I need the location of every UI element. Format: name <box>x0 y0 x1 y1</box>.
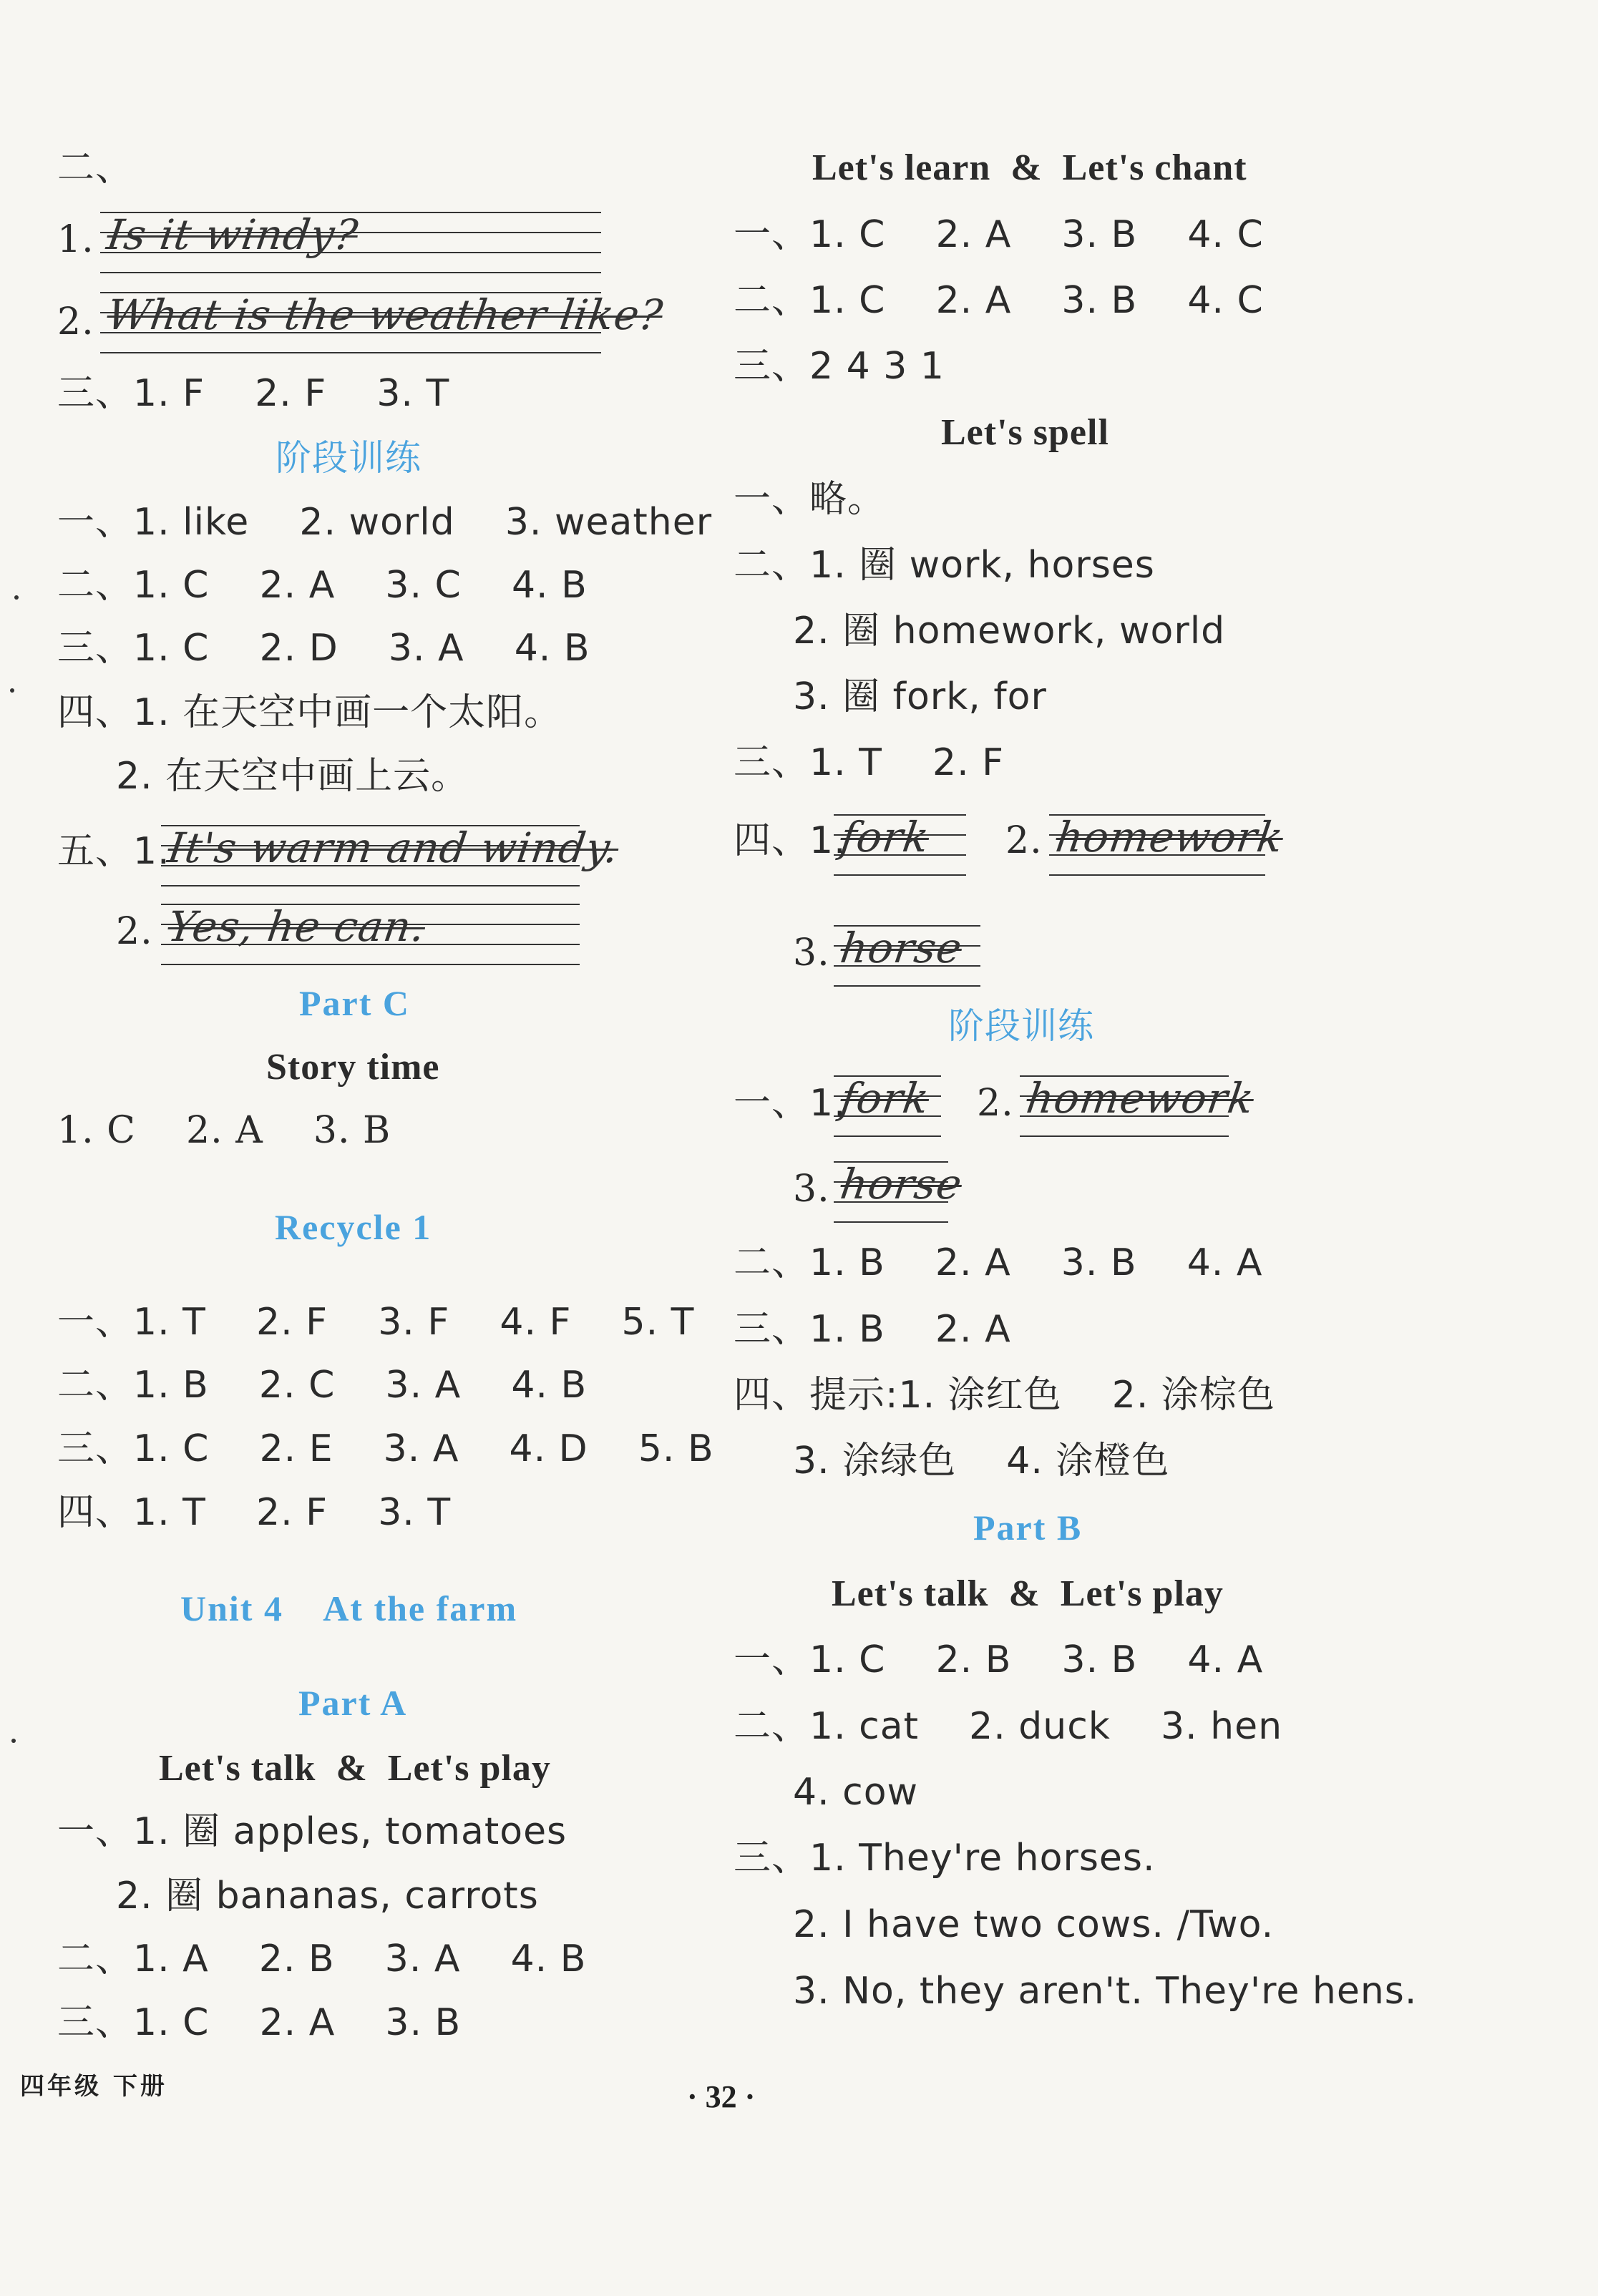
answer-line: 一、1. like 2. world 3. weather <box>57 501 713 544</box>
answer-line: 二、1. C 2. A 3. C 4. B <box>57 564 588 607</box>
item-number: 四、1. <box>734 819 847 862</box>
scan-dot <box>14 595 19 600</box>
item-number: 2. <box>977 1082 1014 1125</box>
answer-line: 一、略。 <box>734 478 886 521</box>
answer-line: 二、1. cat 2. duck 3. hen <box>734 1705 1283 1748</box>
answer-line: 二、1. 圈 work, horses <box>734 544 1155 587</box>
section-title: Recycle 1 <box>275 1207 432 1247</box>
scan-dot <box>11 1739 16 1743</box>
handwriting-answer <box>100 206 601 278</box>
answer-line: 三、1. C 2. A 3. B <box>57 2001 462 2044</box>
handwriting-answer <box>1020 1070 1257 1141</box>
item-number: 2. <box>1005 819 1043 862</box>
answer-line: 三、2 4 3 1 <box>734 345 945 388</box>
page-number: · 32 · <box>687 2079 756 2114</box>
answer-line: 二、1. B 2. C 3. A 4. B <box>57 1364 588 1407</box>
unit-title: Unit 4 At the farm <box>180 1588 518 1628</box>
answer-line: 2. I have two cows. /Two. <box>793 1903 1275 1946</box>
answer-line: 三、1. They're horses. <box>734 1837 1156 1880</box>
answer-line: 2. 在天空中画上云。 <box>116 755 469 798</box>
handwriting-answer <box>1049 809 1287 880</box>
handwriting-text: Is it windy? <box>104 210 361 259</box>
subsection-title: Let's talk & Let's play <box>159 1748 551 1789</box>
handwriting-answer <box>834 1070 941 1141</box>
subsection-title: Let's learn & Let's chant <box>812 147 1247 188</box>
handwriting-text: homework <box>1053 813 1287 861</box>
handwriting-text: horse <box>837 924 965 972</box>
item-number: 五、1. <box>57 830 170 873</box>
answer-line: 1. C 2. A 3. B <box>57 1109 391 1152</box>
item-number: 2. <box>57 301 94 343</box>
section-heading: 二、 <box>57 147 134 190</box>
part-title: Part C <box>299 983 410 1023</box>
handwriting-text: fork <box>837 813 933 861</box>
answer-line: 三、1. T 2. F <box>734 741 1005 784</box>
answer-line: 4. cow <box>793 1771 919 1814</box>
answer-line: 四、1. 在天空中画一个太阳。 <box>57 691 562 734</box>
handwriting-answer <box>834 809 966 880</box>
answer-line: 三、1. F 2. F 3. T <box>57 372 450 415</box>
answer-line: 三、1. B 2. A <box>734 1308 1011 1351</box>
answer-line: 二、1. A 2. B 3. A 4. B <box>57 1938 587 1980</box>
answer-line: 三、1. C 2. D 3. A 4. B <box>57 627 590 670</box>
handwriting-text: Yes, he can. <box>165 902 429 951</box>
scan-dot <box>10 688 14 693</box>
subsection-title: Let's spell <box>941 412 1109 453</box>
handwriting-text: It's warm and windy. <box>165 824 623 872</box>
handwriting-text: horse <box>837 1160 965 1208</box>
item-number: 3. <box>793 932 830 974</box>
answer-line: 3. 圈 fork, for <box>793 675 1047 718</box>
answer-line: 四、1. T 2. F 3. T <box>57 1491 452 1534</box>
handwriting-answer <box>834 919 980 991</box>
answer-line: 一、1. T 2. F 3. F 4. F 5. T <box>57 1301 695 1344</box>
handwriting-text: fork <box>837 1074 933 1123</box>
item-number: 2. <box>116 910 153 953</box>
section-title: 阶段训练 <box>948 1005 1094 1047</box>
handwriting-answer <box>100 286 666 358</box>
answer-line: 二、1. B 2. A 3. B 4. A <box>734 1241 1263 1284</box>
answer-line: 二、1. C 2. A 3. B 4. C <box>734 279 1264 322</box>
answer-line: 2. 圈 homework, world <box>793 610 1226 653</box>
answer-line: 3. No, they aren't. They're hens. <box>793 1970 1418 2013</box>
answer-line: 3. 涂绿色 4. 涂橙色 <box>793 1440 1170 1482</box>
handwriting-answer <box>834 1156 965 1227</box>
answer-line: 一、1. C 2. A 3. B 4. C <box>734 213 1264 256</box>
answer-line: 四、提示:1. 涂红色 2. 涂棕色 <box>734 1374 1275 1417</box>
part-title: Part B <box>973 1508 1083 1548</box>
answer-line: 2. 圈 bananas, carrots <box>116 1875 539 1918</box>
answer-line: 一、1. 圈 apples, tomatoes <box>57 1810 567 1853</box>
handwriting-answer <box>161 819 623 891</box>
section-title: 阶段训练 <box>276 437 422 479</box>
subsection-title: Story time <box>266 1047 440 1088</box>
item-number: 一、1. <box>734 1082 847 1125</box>
part-title: Part A <box>298 1683 408 1723</box>
item-number: 1. <box>57 218 94 261</box>
answer-line: 一、1. C 2. B 3. B 4. A <box>734 1638 1264 1681</box>
handwriting-answer <box>161 898 580 969</box>
grade-label: 四年级 下册 <box>20 2072 167 2101</box>
handwriting-text: What is the weather like? <box>104 290 666 339</box>
answer-line: 三、1. C 2. E 3. A 4. D 5. B <box>57 1427 714 1470</box>
item-number: 3. <box>793 1168 830 1211</box>
subsection-title: Let's talk & Let's play <box>832 1573 1224 1614</box>
handwriting-text: homework <box>1023 1074 1257 1123</box>
